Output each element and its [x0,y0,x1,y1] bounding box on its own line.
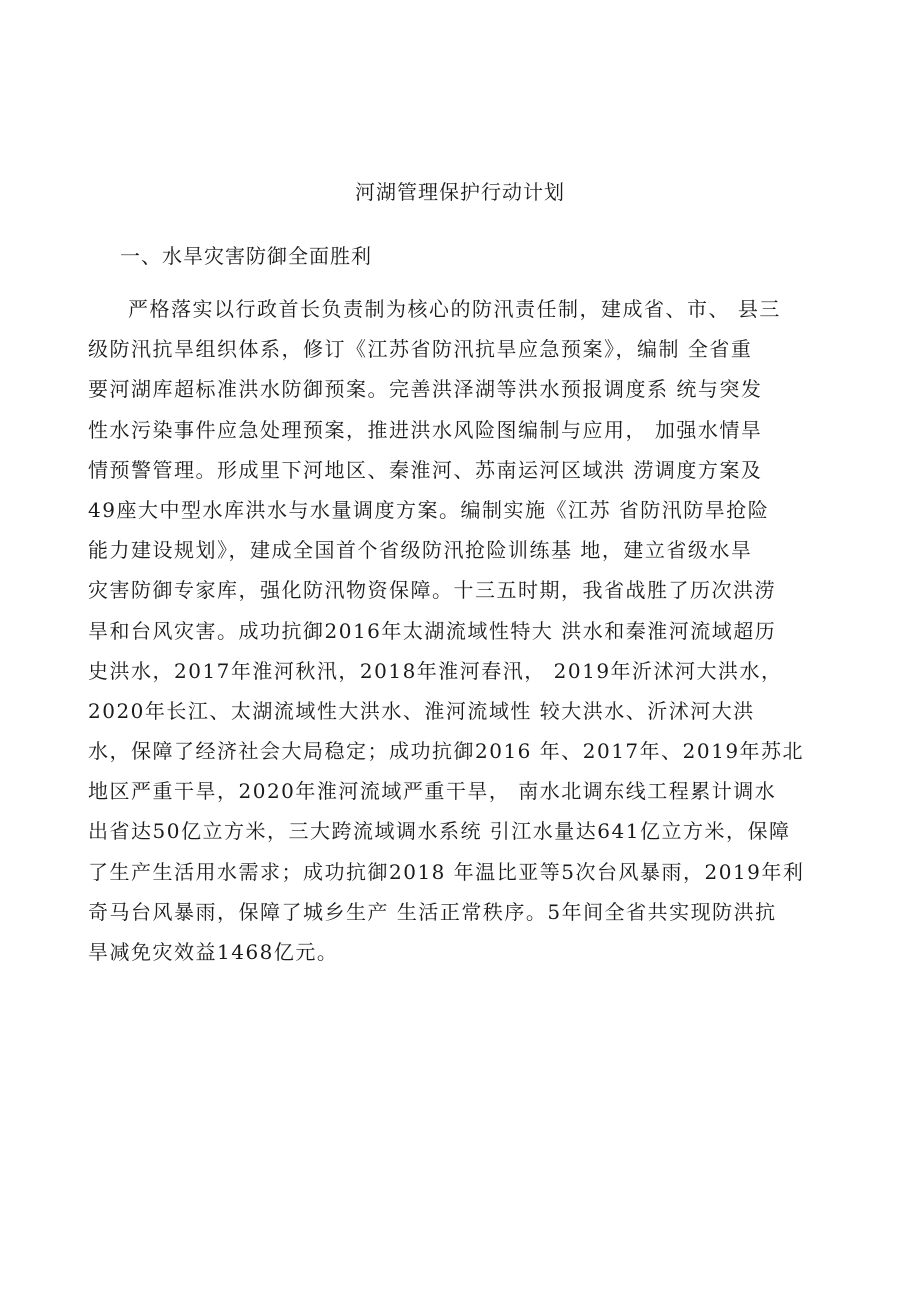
section-heading: 一、水旱灾害防御全面胜利 [120,244,372,268]
paragraph-line: 出省达50亿立方米，三大跨流域调水系统 引江水量达641亿立方米，保障 [88,819,791,844]
body-paragraph [88,289,848,972]
paragraph-line: 灾害防御专家库，强化防汛物资保障。十三五时期，我省战胜了历次洪涝 [88,578,776,603]
paragraph-line: 能力建设规划》，建成全国首个省级防汛抢险训练基 地，建立省级水旱 [88,538,753,563]
paragraph-line: 严格落实以行政首长负责制为核心的防汛责任制，建成省、市、 县三 [128,297,781,321]
paragraph-line: 了生产生活用水需求；成功抗御2018 年温比亚等5次台风暴雨，2019年利 [88,859,805,884]
paragraph-line: 奇马台风暴雨，保障了城乡生产 生活正常秩序。5年间全省共实现防洪抗 [88,899,777,924]
paragraph-line: 旱减免灾效益1468亿元。 [88,940,339,964]
paragraph-line: 要河湖库超标准洪水防御预案。完善洪泽湖等洪水预报调度系 统与突发 [88,377,763,402]
paragraph-line: 地区严重干旱，2020年淮河流域严重干旱， 南水北调东线工程累计调水 [88,779,777,804]
paragraph-line: 旱和台风灾害。成功抗御2016年太湖流域性特大 洪水和秦淮河流域超历 [88,618,777,643]
paragraph-line: 情预警管理。形成里下河地区、秦淮河、苏南运河区域洪 涝调度方案及 [88,457,763,482]
paragraph-line: 2020年长江、太湖流域性大洪水、淮河流域性 较大洪水、沂沭河大洪 [88,698,755,723]
paragraph-line: 性水污染事件应急处理预案，推进洪水风险图编制与应用， 加强水情旱 [88,417,763,442]
paragraph-line: 史洪水，2017年淮河秋汛，2018年淮河春汛， 2019年沂沭河大洪水， [88,658,783,683]
document-title: 河湖管理保护行动计划 [355,180,565,204]
paragraph-line: 水，保障了经济社会大局稳定；成功抗御2016 年、2017年、2019年苏北 [88,739,805,764]
paragraph-line: 49座大中型水库洪水与水量调度方案。编制实施《江苏 省防汛防旱抢险 [88,497,770,522]
paragraph-line: 级防汛抗旱组织体系，修订《江苏省防汛抗旱应急预案》，编制 全省重 [88,337,753,362]
